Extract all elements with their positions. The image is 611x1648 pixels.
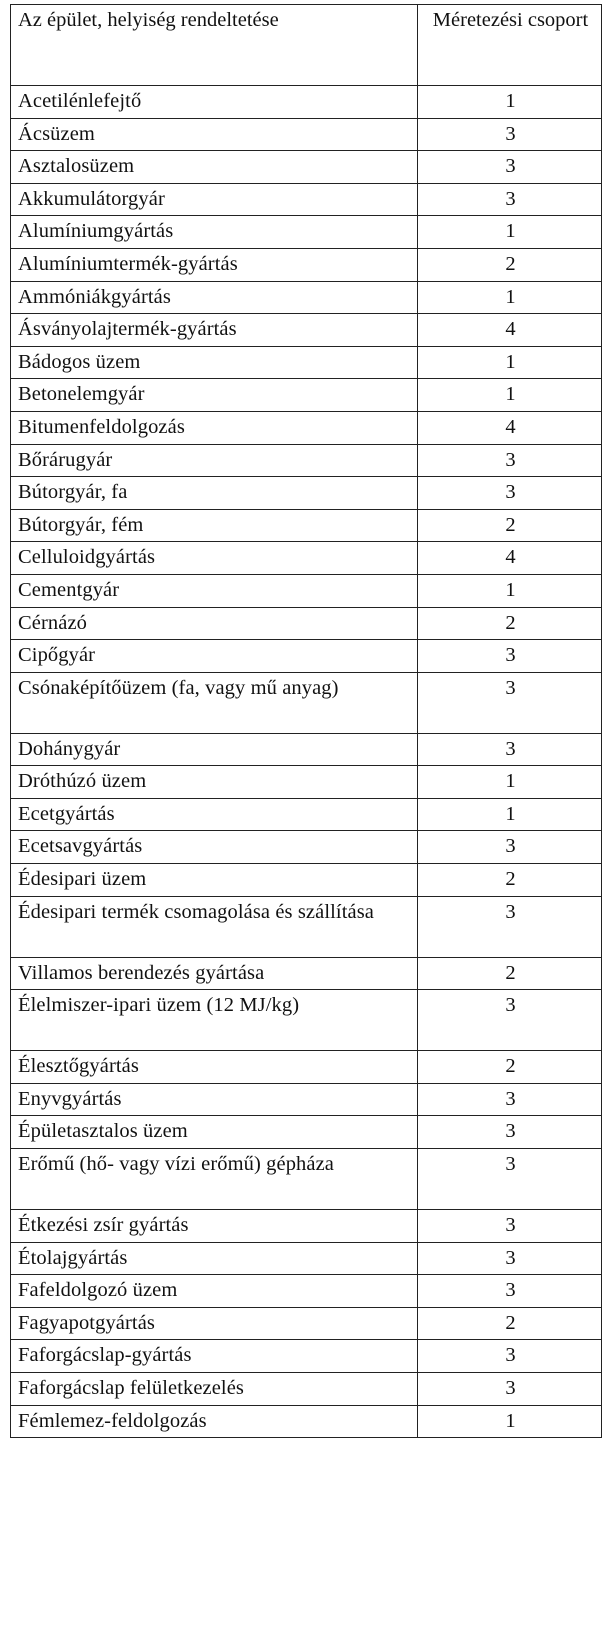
- table-row: [11, 281, 602, 314]
- table-row: [11, 798, 602, 831]
- design-group-cell: 3: [418, 1373, 602, 1406]
- table-row: [11, 248, 602, 281]
- design-group-cell: 1: [418, 798, 602, 831]
- table-row: [11, 1116, 602, 1149]
- building-purpose-cell: Étolajgyártás: [11, 1242, 418, 1275]
- building-purpose-cell: Élesztőgyártás: [11, 1051, 418, 1084]
- design-group-cell: 2: [418, 1307, 602, 1340]
- design-group-cell: 1: [418, 1405, 602, 1438]
- design-group-cell: 2: [418, 1051, 602, 1084]
- table-header-row: [11, 5, 602, 86]
- building-purpose-cell: Fémlemez-feldolgozás: [11, 1405, 418, 1438]
- design-group-cell: 1: [418, 766, 602, 799]
- table-row: [11, 1405, 602, 1438]
- design-group-cell: 2: [418, 864, 602, 897]
- design-group-cell: 3: [418, 118, 602, 151]
- table-row: [11, 1242, 602, 1275]
- design-group-cell: 3: [418, 1275, 602, 1308]
- design-group-cell: 3: [418, 151, 602, 184]
- design-group-cell: 2: [418, 248, 602, 281]
- table-row: [11, 216, 602, 249]
- table-row: [11, 607, 602, 640]
- design-group-cell: 3: [418, 640, 602, 673]
- building-purpose-cell: Ammóniákgyártás: [11, 281, 418, 314]
- design-group-cell: 3: [418, 672, 602, 733]
- building-purpose-cell: Cérnázó: [11, 607, 418, 640]
- table-row: [11, 1340, 602, 1373]
- building-purpose-cell: Celluloidgyártás: [11, 542, 418, 575]
- table-row: [11, 444, 602, 477]
- building-purpose-cell: Bádogos üzem: [11, 346, 418, 379]
- building-purpose-cell: Cementgyár: [11, 574, 418, 607]
- design-group-cell: 1: [418, 281, 602, 314]
- table-row: [11, 151, 602, 184]
- table-row: [11, 346, 602, 379]
- table-row: [11, 1051, 602, 1084]
- table-row: [11, 574, 602, 607]
- building-purpose-cell: Épületasztalos üzem: [11, 1116, 418, 1149]
- table-row: [11, 1373, 602, 1406]
- design-group-cell: 3: [418, 733, 602, 766]
- design-group-table: [10, 4, 602, 1438]
- building-purpose-cell: Erőmű (hő- vagy vízi erőmű) gépháza: [11, 1149, 418, 1210]
- table-row: [11, 542, 602, 575]
- table-row: [11, 766, 602, 799]
- design-group-cell: 2: [418, 607, 602, 640]
- design-group-cell: 3: [418, 1083, 602, 1116]
- design-group-cell: 4: [418, 542, 602, 575]
- design-group-cell: 3: [418, 990, 602, 1051]
- building-purpose-cell: Faforgácslap felületkezelés: [11, 1373, 418, 1406]
- building-purpose-cell: Dohánygyár: [11, 733, 418, 766]
- table-row: [11, 957, 602, 990]
- table-row: [11, 379, 602, 412]
- building-purpose-cell: Villamos berendezés gyártása: [11, 957, 418, 990]
- table-row: [11, 1275, 602, 1308]
- design-group-cell: 4: [418, 411, 602, 444]
- building-purpose-cell: Édesipari üzem: [11, 864, 418, 897]
- building-purpose-cell: Ecetgyártás: [11, 798, 418, 831]
- building-purpose-cell: Bútorgyár, fém: [11, 509, 418, 542]
- header-building-purpose: Az épület, helyiség rendeltetése: [11, 5, 418, 86]
- design-group-cell: 2: [418, 957, 602, 990]
- table-row: [11, 733, 602, 766]
- building-purpose-cell: Fafeldolgozó üzem: [11, 1275, 418, 1308]
- building-purpose-cell: Cipőgyár: [11, 640, 418, 673]
- table-row: [11, 1307, 602, 1340]
- table-row: [11, 672, 602, 733]
- table-row: [11, 86, 602, 119]
- table-row: [11, 1149, 602, 1210]
- design-group-cell: 1: [418, 216, 602, 249]
- table-row: [11, 831, 602, 864]
- building-purpose-cell: Bitumenfeldolgozás: [11, 411, 418, 444]
- design-group-cell: 3: [418, 1242, 602, 1275]
- building-purpose-cell: Élelmiszer-ipari üzem (12 MJ/kg): [11, 990, 418, 1051]
- design-group-cell: 2: [418, 509, 602, 542]
- table-row: [11, 509, 602, 542]
- building-purpose-cell: Akkumulátorgyár: [11, 183, 418, 216]
- building-purpose-cell: Betonelemgyár: [11, 379, 418, 412]
- building-purpose-cell: Acetilénlefejtő: [11, 86, 418, 119]
- table-row: [11, 183, 602, 216]
- design-group-cell: 3: [418, 477, 602, 510]
- building-purpose-cell: Bőrárugyár: [11, 444, 418, 477]
- building-purpose-cell: Ecetsavgyártás: [11, 831, 418, 864]
- design-group-cell: 1: [418, 346, 602, 379]
- header-design-group: Méretezési csoport: [418, 5, 602, 86]
- table-row: [11, 118, 602, 151]
- design-group-cell: 1: [418, 574, 602, 607]
- building-purpose-cell: Alumíniumgyártás: [11, 216, 418, 249]
- table-row: [11, 990, 602, 1051]
- design-group-cell: 3: [418, 1340, 602, 1373]
- design-group-cell: 3: [418, 896, 602, 957]
- design-group-cell: 4: [418, 314, 602, 347]
- building-purpose-cell: Fagyapotgyártás: [11, 1307, 418, 1340]
- building-purpose-cell: Csónaképítőüzem (fa, vagy mű anyag): [11, 672, 418, 733]
- design-group-cell: 3: [418, 183, 602, 216]
- building-purpose-cell: Bútorgyár, fa: [11, 477, 418, 510]
- table-row: [11, 1083, 602, 1116]
- design-group-cell: 3: [418, 1210, 602, 1243]
- design-group-cell: 1: [418, 379, 602, 412]
- table-row: [11, 864, 602, 897]
- building-purpose-cell: Alumíniumtermék-gyártás: [11, 248, 418, 281]
- table-body: [11, 86, 602, 1438]
- table-row: [11, 1210, 602, 1243]
- building-purpose-cell: Enyvgyártás: [11, 1083, 418, 1116]
- building-purpose-cell: Asztalosüzem: [11, 151, 418, 184]
- building-purpose-cell: Étkezési zsír gyártás: [11, 1210, 418, 1243]
- building-purpose-cell: Faforgácslap-gyártás: [11, 1340, 418, 1373]
- building-purpose-cell: Dróthúzó üzem: [11, 766, 418, 799]
- design-group-cell: 3: [418, 1116, 602, 1149]
- building-purpose-cell: Édesipari termék csomagolása és szállítása: [11, 896, 418, 957]
- building-purpose-cell: Ásványolajtermék-gyártás: [11, 314, 418, 347]
- table-row: [11, 314, 602, 347]
- design-group-cell: 3: [418, 831, 602, 864]
- table-row: [11, 477, 602, 510]
- design-group-cell: 1: [418, 86, 602, 119]
- design-group-cell: 3: [418, 1149, 602, 1210]
- table-row: [11, 411, 602, 444]
- table-row: [11, 896, 602, 957]
- building-purpose-cell: Ácsüzem: [11, 118, 418, 151]
- table-row: [11, 640, 602, 673]
- design-group-cell: 3: [418, 444, 602, 477]
